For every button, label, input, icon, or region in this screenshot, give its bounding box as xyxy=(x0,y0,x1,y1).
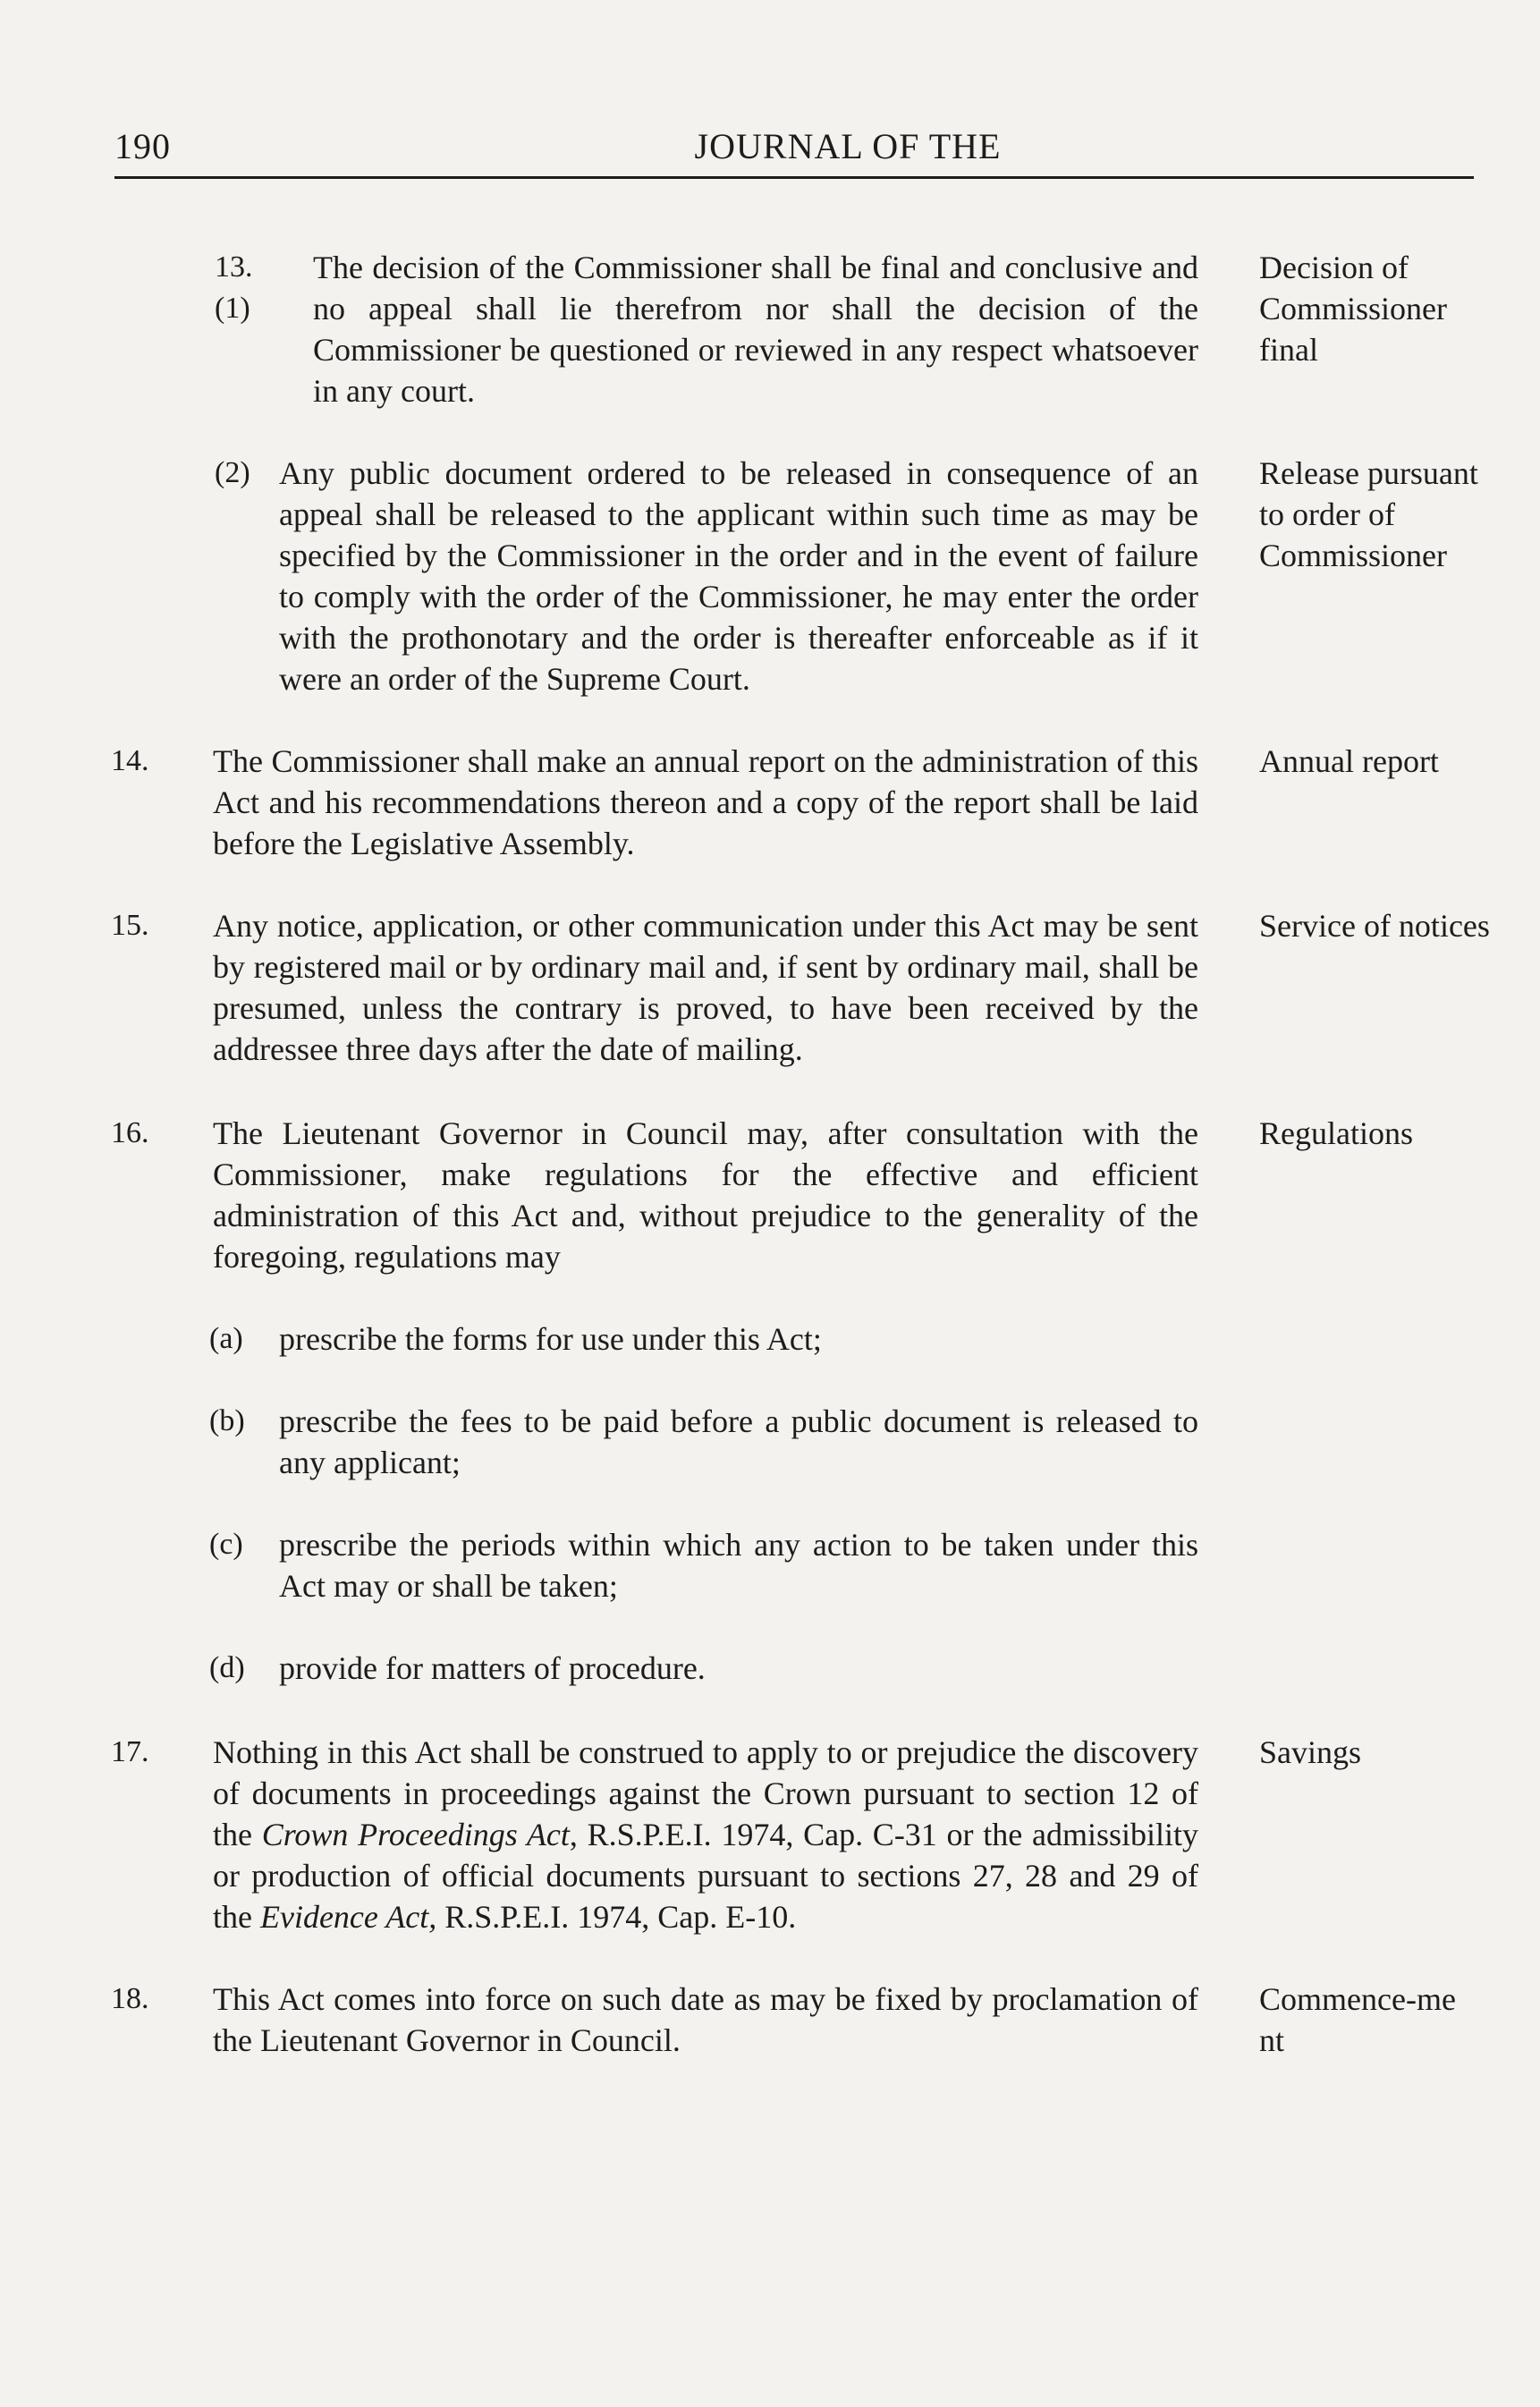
item-text: prescribe the forms for use under this Act; xyxy=(279,1321,822,1357)
item-label: (a) xyxy=(209,1322,243,1355)
item-text: prescribe the periods within which any action to be taken under this Act may or shall be taken; xyxy=(279,1527,1198,1604)
section-number: 14. xyxy=(111,744,149,777)
margin-note-annual-report: Annual report xyxy=(1259,743,1439,779)
act-title-crown-proceedings: Crown Proceedings Act xyxy=(261,1817,570,1852)
margin-note-commencement: Commence-ment xyxy=(1259,1981,1456,2058)
running-head: JOURNAL OF THE xyxy=(694,126,1002,166)
text-run: Nothing in this Act shall be construed to apply to or prejudice the discovery of documents in proceedings against the Crown pursuant to section 12 of the xyxy=(213,1734,1198,1852)
section-number: 18. xyxy=(111,1982,149,2015)
section-text: The Commissioner shall make an annual report on the administration of this Act and his recommendations thereon and a copy of the report shall be laid before the Legislative Assembly. xyxy=(213,743,1198,861)
page-header xyxy=(114,125,1474,177)
act-title-evidence: Evidence Act, xyxy=(259,1899,437,1935)
section-text: The Lieutenant Governor in Council may, after consultation with the Commissioner, make regulations for the effective and efficient administration of this Act and, without prejudice to the generality of the foregoing, regulations may xyxy=(213,1115,1198,1275)
header-rule xyxy=(114,176,1474,179)
section-number: 17. xyxy=(111,1735,149,1768)
item-text: provide for matters of procedure. xyxy=(279,1650,706,1686)
page-number: 190 xyxy=(114,126,171,166)
item-label: (d) xyxy=(209,1651,245,1684)
item-text: prescribe the fees to be paid before a public document is released to any applicant; xyxy=(279,1403,1198,1480)
margin-note-decision: Decision of Commissioner final xyxy=(1259,250,1448,368)
section-text: The decision of the Commissioner shall be final and conclusive and no appeal shall lie therefrom nor shall the decision of the Commissioner be questioned or reviewed in any respect whatsoever in any court. xyxy=(313,250,1198,409)
section-number: 13.(1) xyxy=(215,250,253,325)
section-text: This Act comes into force on such date as may be fixed by proclamation of the Lieutenant Governor in Council. xyxy=(213,1981,1198,2058)
margin-note-service: Service of notices xyxy=(1259,908,1490,944)
section-number: 15. xyxy=(111,909,149,942)
item-label: (b) xyxy=(209,1404,245,1437)
margin-note-regulations: Regulations xyxy=(1259,1115,1413,1151)
item-label: (c) xyxy=(209,1528,243,1561)
section-number: (2) xyxy=(215,456,250,489)
margin-note-release: Release pursuant to order of Commissioner xyxy=(1259,455,1478,573)
margin-note-savings: Savings xyxy=(1259,1734,1362,1770)
text-run: R.S.P.E.I. 1974, Cap. E-10. xyxy=(436,1899,797,1935)
section-text: Any notice, application, or other communication under this Act may be sent by registered mail or by ordinary mail and, if sent by ordinary mail, shall be presumed, unless the contrary is proved, to have been received by the addressee three days after the date of mailing. xyxy=(213,908,1198,1067)
section-text: Any public document ordered to be released in consequence of an appeal shall be released to the applicant within such time as may be specified by the Commissioner in the order and in the event of failure to comply with the order of the Commissioner, he may enter the order with the prothonotary and the order is thereafter enforceable as if it were an order of the Supreme Court. xyxy=(279,455,1198,697)
text-run: , R.S.P.E.I. 1974, Cap. C-31 or the admissibility or production of official documents pursuant to sections 27, 28 and 29 of the xyxy=(213,1817,1198,1935)
section-text xyxy=(213,1732,1198,1937)
section-number: 16. xyxy=(111,1116,149,1149)
